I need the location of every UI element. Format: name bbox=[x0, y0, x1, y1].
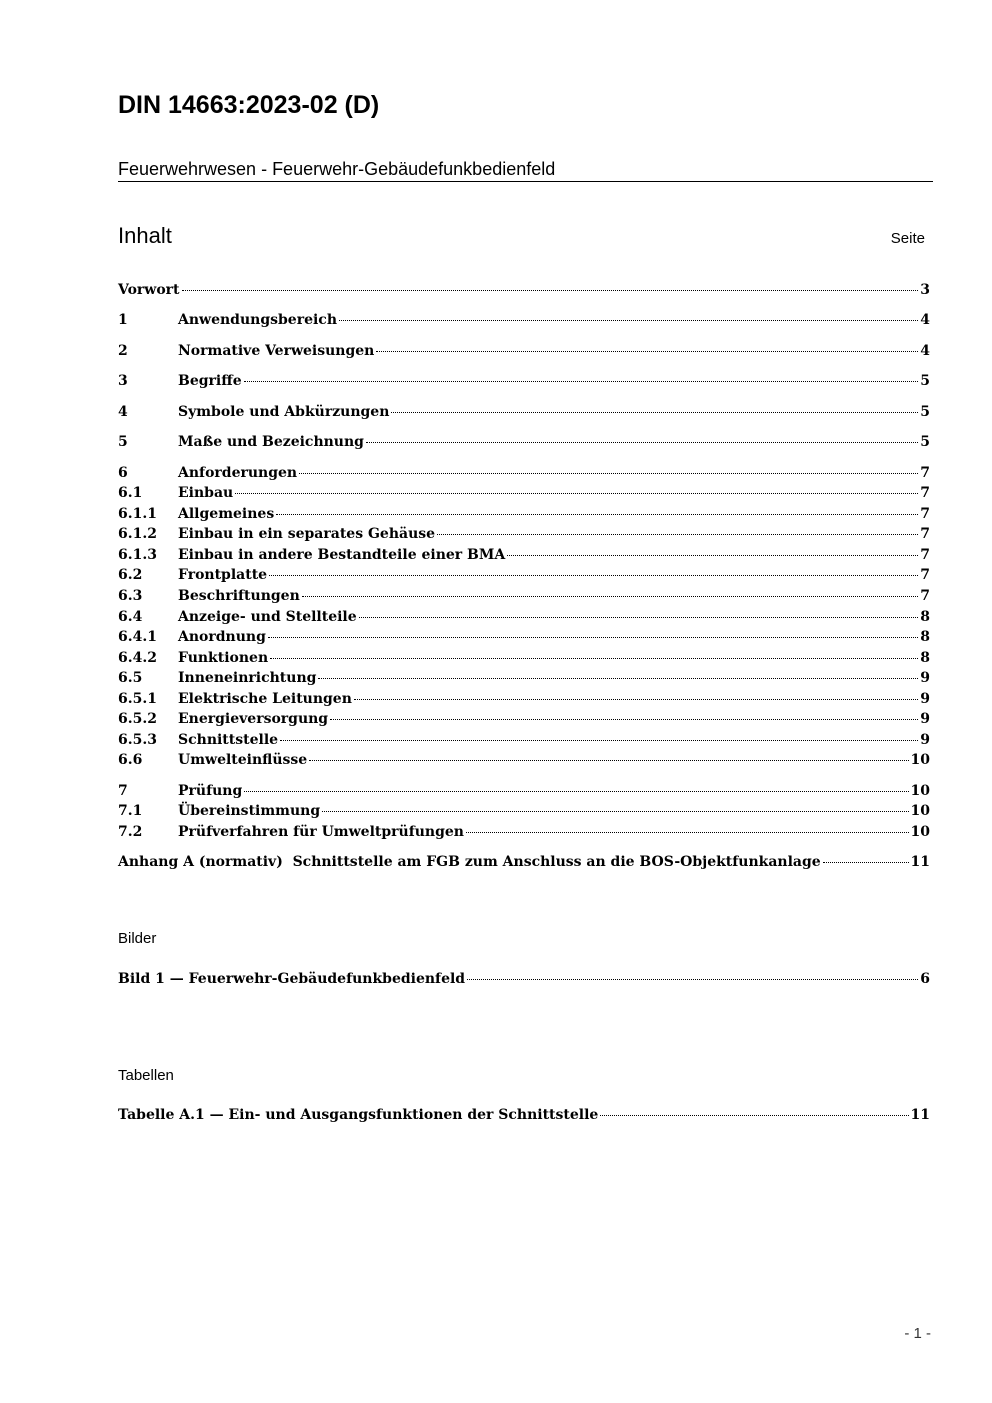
tables-heading: Tabellen bbox=[118, 1067, 174, 1084]
toc-dot-leader bbox=[359, 617, 919, 618]
toc-entry-page: 10 bbox=[910, 752, 930, 768]
table-entry-page: 11 bbox=[910, 1107, 930, 1123]
toc-entry-number: 7 bbox=[118, 783, 128, 799]
toc-entry-number: 5 bbox=[118, 434, 128, 450]
toc-entry-number: 6 bbox=[118, 465, 128, 481]
toc-entry-text: Schnittstelle bbox=[178, 732, 279, 748]
table-entry-text: Tabelle A.1 — Ein- und Ausgangsfunktionen der Schnittstelle bbox=[118, 1107, 599, 1123]
toc-entry-6[interactable] bbox=[118, 463, 930, 483]
toc-entry-6-1-2[interactable] bbox=[118, 524, 930, 544]
toc-entry-text: Prüfverfahren für Umweltprüfungen bbox=[178, 824, 464, 840]
figure-entry-text: Bild 1 — Feuerwehr-Gebäudefunkbedienfeld bbox=[118, 971, 466, 987]
toc-entry-page: 5 bbox=[920, 373, 930, 389]
toc-entry-number: 6.4 bbox=[118, 609, 143, 625]
toc-heading: Inhalt bbox=[118, 223, 172, 248]
toc-entry-page: 11 bbox=[910, 854, 930, 870]
toc-entry-6-5-3[interactable] bbox=[118, 730, 930, 750]
toc-entry-text: Frontplatte bbox=[178, 567, 268, 583]
toc-entry-6-4[interactable] bbox=[118, 607, 930, 627]
toc-entry-page: 7 bbox=[920, 506, 930, 522]
toc-entry-text: Energieversorgung bbox=[178, 711, 329, 727]
toc-entry-text: Allgemeines bbox=[178, 506, 275, 522]
toc-dot-leader bbox=[270, 658, 918, 659]
toc-entry-7-2[interactable] bbox=[118, 822, 930, 842]
toc-dot-leader bbox=[244, 381, 919, 382]
figure-entry-page: 6 bbox=[920, 971, 930, 987]
toc-entry-text: Anwendungsbereich bbox=[178, 312, 337, 328]
toc-entry-text: Übereinstimmung bbox=[178, 803, 321, 819]
toc-entry-1[interactable] bbox=[118, 310, 930, 330]
toc-entry-text: Anforderungen bbox=[178, 465, 298, 481]
toc-entry-4[interactable] bbox=[118, 402, 930, 422]
toc-entry-6-3[interactable] bbox=[118, 586, 930, 606]
toc-entry-page: 4 bbox=[920, 343, 930, 359]
toc-entry-6-1[interactable] bbox=[118, 483, 930, 503]
toc-entry-page: 9 bbox=[920, 732, 930, 748]
toc-entry-page: 7 bbox=[920, 465, 930, 481]
table-entry-a-1[interactable] bbox=[118, 1105, 930, 1125]
toc-dot-leader bbox=[276, 514, 918, 515]
toc-entry-text: Begriffe bbox=[178, 373, 242, 389]
toc-dot-leader bbox=[600, 1115, 908, 1116]
toc-entry-number: 6.4.2 bbox=[118, 650, 157, 666]
toc-entry-number: 6.1 bbox=[118, 485, 143, 501]
toc-dot-leader bbox=[299, 473, 918, 474]
footer-page-number: - 1 - bbox=[904, 1325, 931, 1342]
document-subtitle: Feuerwehrwesen - Feuerwehr-Gebäudefunkbedienfeld bbox=[118, 158, 933, 182]
toc-entry-number: 1 bbox=[118, 312, 128, 328]
toc-entry-text: Einbau in andere Bestandteile einer BMA bbox=[178, 547, 506, 563]
toc-entry-page: 4 bbox=[920, 312, 930, 328]
toc-entry-7[interactable] bbox=[118, 781, 930, 801]
toc-dot-leader bbox=[318, 678, 918, 679]
toc-entry-page: 10 bbox=[910, 783, 930, 799]
toc-entry-text: Maße und Bezeichnung bbox=[178, 434, 364, 450]
toc-dot-leader bbox=[302, 596, 919, 597]
toc-dot-leader bbox=[437, 534, 918, 535]
toc-page-column-label: Seite bbox=[890, 230, 925, 247]
toc-entry-number: 2 bbox=[118, 343, 128, 359]
toc-dot-leader bbox=[467, 979, 918, 980]
figures-heading: Bilder bbox=[118, 930, 157, 947]
toc-dot-leader bbox=[235, 493, 918, 494]
toc-entry-text: Inneneinrichtung bbox=[178, 670, 317, 686]
toc-entry-page: 8 bbox=[920, 629, 930, 645]
toc-dot-leader bbox=[354, 699, 918, 700]
toc-entry-number: 6.2 bbox=[118, 567, 143, 583]
toc-dot-leader bbox=[823, 862, 909, 863]
toc-entry-text: Einbau bbox=[178, 485, 234, 501]
toc-dot-leader bbox=[280, 740, 918, 741]
toc-entry-number: 6.3 bbox=[118, 588, 143, 604]
toc-entry-7-1[interactable] bbox=[118, 801, 930, 821]
toc-dot-leader bbox=[182, 290, 919, 291]
toc-entry-number: 6.1.3 bbox=[118, 547, 157, 563]
toc-entry-5[interactable] bbox=[118, 432, 930, 452]
toc-dot-leader bbox=[309, 760, 908, 761]
toc-dot-leader bbox=[244, 791, 908, 792]
toc-dot-leader bbox=[330, 719, 918, 720]
toc-entry-number: 6.5.2 bbox=[118, 711, 157, 727]
toc-dot-leader bbox=[466, 832, 909, 833]
toc-entry-text: Normative Verweisungen bbox=[178, 343, 375, 359]
toc-entry-page: 7 bbox=[920, 547, 930, 563]
toc-entry-number: 6.1.1 bbox=[118, 506, 157, 522]
toc-entry-6-5[interactable] bbox=[118, 668, 930, 688]
toc-entry-6-5-1[interactable] bbox=[118, 689, 930, 709]
toc-dot-leader bbox=[366, 442, 918, 443]
toc-entry-number: 7.2 bbox=[118, 824, 143, 840]
toc-entry-number: 6.5.1 bbox=[118, 691, 157, 707]
toc-entry-number: 6.5.3 bbox=[118, 732, 157, 748]
toc-entry-page: 9 bbox=[920, 670, 930, 686]
toc-entry-page: 9 bbox=[920, 711, 930, 727]
toc-entry-page: 5 bbox=[920, 434, 930, 450]
toc-entry-page: 10 bbox=[910, 824, 930, 840]
toc-entry-2[interactable] bbox=[118, 341, 930, 361]
toc-dot-leader bbox=[376, 351, 918, 352]
toc-entry-6-6[interactable] bbox=[118, 750, 930, 770]
toc-entry-number: 4 bbox=[118, 404, 128, 420]
toc-entry-text: Funktionen bbox=[178, 650, 269, 666]
toc-entry-page: 7 bbox=[920, 567, 930, 583]
toc-entry-page: 10 bbox=[910, 803, 930, 819]
figure-entry-bild-1[interactable] bbox=[118, 969, 930, 989]
document-title: DIN 14663:2023-02 (D) bbox=[118, 91, 380, 119]
toc-entry-text: Anzeige- und Stellteile bbox=[178, 609, 357, 625]
toc-entry-anhang-a[interactable] bbox=[118, 852, 930, 872]
toc-dot-leader bbox=[507, 555, 918, 556]
toc-entry-page: 9 bbox=[920, 691, 930, 707]
toc-entry-text: Anordnung bbox=[178, 629, 266, 645]
toc-entry-page: 8 bbox=[920, 609, 930, 625]
toc-entry-text: Symbole und Abkürzungen bbox=[178, 404, 390, 420]
toc-entry-number: 6.5 bbox=[118, 670, 143, 686]
toc-entry-6-4-2[interactable] bbox=[118, 648, 930, 668]
toc-entry-number: 6.6 bbox=[118, 752, 143, 768]
toc-entry-6-5-2[interactable] bbox=[118, 709, 930, 729]
toc-entry-page: 8 bbox=[920, 650, 930, 666]
toc-entry-number: 6.4.1 bbox=[118, 629, 157, 645]
toc-entry-text: Beschriftungen bbox=[178, 588, 300, 604]
toc-entry-6-2[interactable] bbox=[118, 565, 930, 585]
toc-entry-6-1-3[interactable] bbox=[118, 545, 930, 565]
toc-entry-number: 7.1 bbox=[118, 803, 143, 819]
toc-dot-leader bbox=[268, 637, 918, 638]
toc-entry-number: 3 bbox=[118, 373, 128, 389]
toc-entry-page: 3 bbox=[920, 282, 930, 298]
toc-entry-text: Einbau in ein separates Gehäuse bbox=[178, 526, 436, 542]
toc-dot-leader bbox=[339, 320, 918, 321]
toc-entry-3[interactable] bbox=[118, 371, 930, 391]
toc-dot-leader bbox=[269, 575, 918, 576]
toc-entry-number: 6.1.2 bbox=[118, 526, 157, 542]
toc-entry-text: Anhang A (normativ) Schnittstelle am FGB zum Anschluss an die BOS-Objektfunkanlage bbox=[118, 854, 821, 870]
toc-entry-text: Vorwort bbox=[118, 282, 180, 298]
toc-dot-leader bbox=[322, 811, 908, 812]
toc-entry-vorwort[interactable] bbox=[118, 280, 930, 300]
toc-entry-text: Umwelteinflüsse bbox=[178, 752, 308, 768]
toc-entry-6-1-1[interactable] bbox=[118, 504, 930, 524]
toc-entry-page: 7 bbox=[920, 485, 930, 501]
toc-entry-page: 7 bbox=[920, 588, 930, 604]
toc-dot-leader bbox=[391, 412, 918, 413]
toc-entry-6-4-1[interactable] bbox=[118, 627, 930, 647]
toc-entry-text: Elektrische Leitungen bbox=[178, 691, 352, 707]
toc-entry-text: Prüfung bbox=[178, 783, 243, 799]
toc-entry-page: 5 bbox=[920, 404, 930, 420]
toc-entry-page: 7 bbox=[920, 526, 930, 542]
